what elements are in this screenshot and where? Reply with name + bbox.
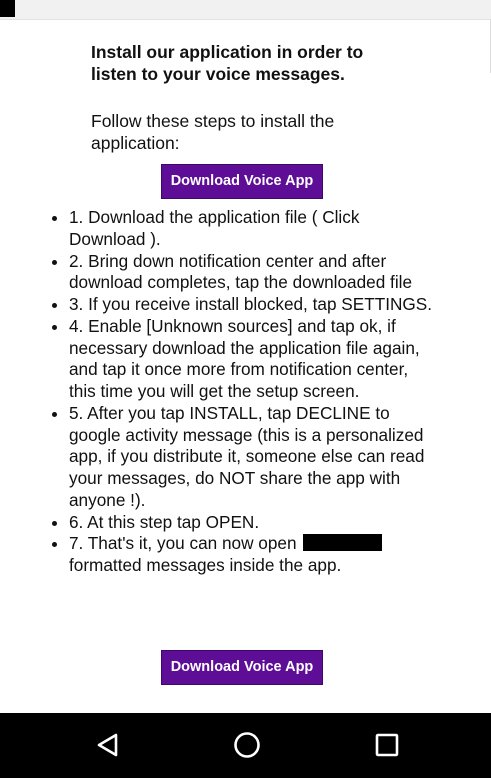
step-item: • 5. After you tap INSTALL, tap DECLINE to google activity message (this is a personalized app, if you distribute it, someone else can read your messages, do NOT share the app with anyone !).	[69, 403, 436, 512]
home-icon	[233, 731, 261, 759]
step-item: • 6. At this step tap OPEN.	[69, 512, 436, 534]
corner-block	[0, 0, 15, 17]
nav-home-button[interactable]	[227, 727, 267, 763]
step-item: • 2. Bring down notification center and after download completes, tap the downloaded file	[69, 251, 436, 295]
android-nav-bar	[0, 713, 491, 778]
step7-text-start: 7. That's it, you can now open	[69, 533, 297, 554]
redacted-block	[303, 534, 382, 551]
nav-back-button[interactable]	[88, 727, 128, 763]
recents-icon	[374, 732, 400, 758]
page-content	[0, 19, 491, 713]
step-item	[69, 533, 436, 577]
install-steps-list	[34, 207, 436, 577]
top-status-strip	[0, 0, 491, 20]
install-heading: Install our application in order to listen to your voice messages.	[91, 42, 364, 84]
download-voice-app-button[interactable]: Download Voice App	[161, 164, 323, 199]
step7-text-end: formatted messages inside the app.	[69, 555, 342, 575]
step-item: • 3. If you receive install blocked, tap SETTINGS.	[69, 294, 436, 316]
nav-recents-button[interactable]	[367, 727, 407, 763]
back-icon	[95, 732, 121, 758]
download-voice-app-button-bottom[interactable]: Download Voice App	[161, 650, 323, 685]
step-item: • 1. Download the application file ( Click Download ).	[69, 207, 436, 251]
step-item: • 4. Enable [Unknown sources] and tap ok, if necessary download the application file again, and tap it once more from notification center, this time you will get the setup screen.	[69, 316, 436, 403]
install-intro: Follow these steps to install the application:	[91, 111, 335, 153]
